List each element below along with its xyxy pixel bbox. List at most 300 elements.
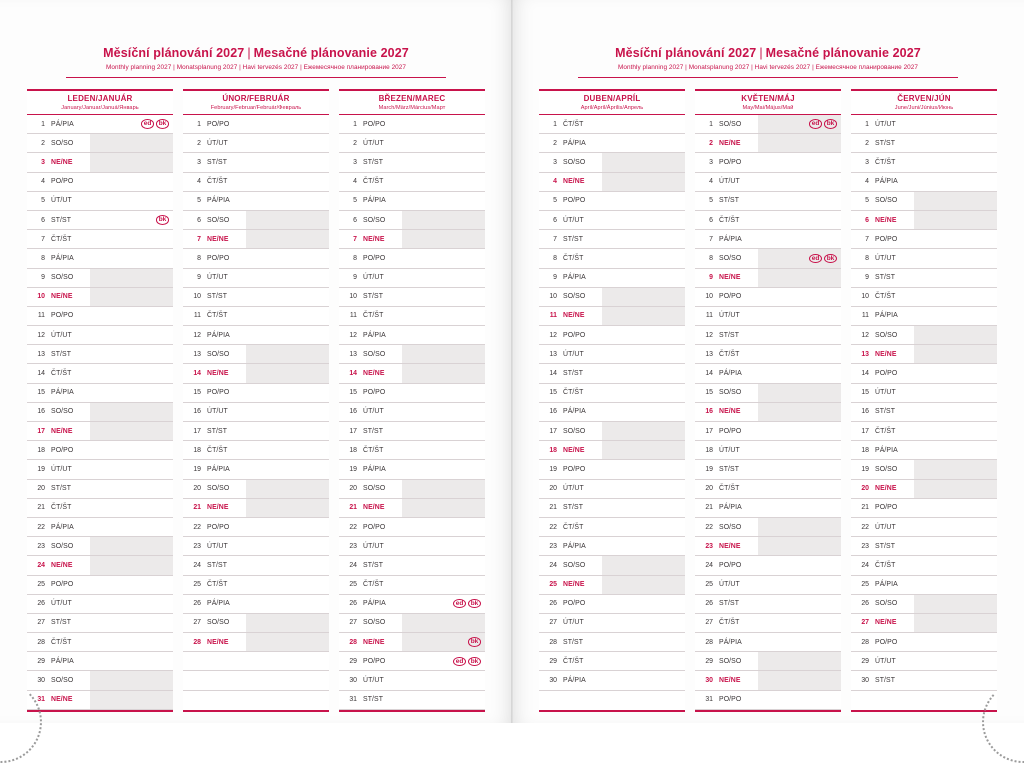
day-note-field[interactable] xyxy=(602,172,685,191)
day-row[interactable] xyxy=(851,594,997,613)
day-row[interactable] xyxy=(183,633,329,652)
day-note-field[interactable] xyxy=(758,172,841,191)
day-note-field[interactable] xyxy=(914,249,997,268)
day-row[interactable] xyxy=(851,172,997,191)
day-row[interactable] xyxy=(695,326,841,345)
day-row[interactable] xyxy=(695,402,841,421)
day-note-field[interactable] xyxy=(90,287,173,306)
day-row[interactable] xyxy=(539,153,685,172)
day-note-field[interactable] xyxy=(90,690,173,709)
day-note-field[interactable] xyxy=(402,556,485,575)
day-row[interactable] xyxy=(339,422,485,441)
day-note-field[interactable] xyxy=(402,594,485,613)
day-row[interactable] xyxy=(695,306,841,325)
day-note-field[interactable] xyxy=(758,479,841,498)
day-row[interactable] xyxy=(183,575,329,594)
day-note-field[interactable] xyxy=(90,460,173,479)
day-row[interactable] xyxy=(539,249,685,268)
day-row[interactable] xyxy=(27,345,173,364)
day-row[interactable] xyxy=(183,498,329,517)
day-note-field[interactable] xyxy=(246,422,329,441)
day-note-field[interactable] xyxy=(246,498,329,517)
day-note-field[interactable] xyxy=(402,575,485,594)
day-note-field[interactable] xyxy=(90,633,173,652)
day-note-field[interactable] xyxy=(246,613,329,632)
day-note-field[interactable] xyxy=(90,115,173,134)
day-note-field[interactable] xyxy=(246,537,329,556)
day-row[interactable] xyxy=(851,402,997,421)
day-row[interactable] xyxy=(539,402,685,421)
day-note-field[interactable] xyxy=(246,364,329,383)
day-row[interactable] xyxy=(851,134,997,153)
day-note-field[interactable] xyxy=(758,268,841,287)
day-row[interactable] xyxy=(183,517,329,536)
day-row[interactable] xyxy=(851,479,997,498)
day-row[interactable] xyxy=(27,460,173,479)
day-row[interactable] xyxy=(27,441,173,460)
day-row[interactable] xyxy=(339,326,485,345)
day-note-field[interactable] xyxy=(914,537,997,556)
day-row[interactable] xyxy=(339,115,485,134)
day-row[interactable] xyxy=(183,172,329,191)
day-note-field[interactable] xyxy=(90,364,173,383)
day-row[interactable] xyxy=(851,556,997,575)
day-row[interactable] xyxy=(339,556,485,575)
day-row[interactable] xyxy=(27,556,173,575)
day-row[interactable] xyxy=(27,479,173,498)
day-note-field[interactable] xyxy=(758,115,841,134)
day-row[interactable] xyxy=(539,460,685,479)
day-row[interactable] xyxy=(851,115,997,134)
day-note-field[interactable] xyxy=(602,517,685,536)
day-note-field[interactable] xyxy=(602,441,685,460)
day-note-field[interactable] xyxy=(90,479,173,498)
day-note-field[interactable] xyxy=(402,422,485,441)
day-note-field[interactable] xyxy=(602,479,685,498)
day-row[interactable] xyxy=(339,287,485,306)
day-row[interactable] xyxy=(183,268,329,287)
day-row[interactable] xyxy=(339,230,485,249)
day-note-field[interactable] xyxy=(402,441,485,460)
day-row[interactable] xyxy=(27,652,173,671)
day-row[interactable] xyxy=(851,422,997,441)
day-note-field[interactable] xyxy=(246,191,329,210)
day-note-field[interactable] xyxy=(402,671,485,690)
day-row[interactable] xyxy=(339,633,485,652)
day-row[interactable] xyxy=(539,556,685,575)
day-row[interactable] xyxy=(851,575,997,594)
day-row[interactable] xyxy=(339,191,485,210)
day-row[interactable] xyxy=(539,115,685,134)
day-row[interactable] xyxy=(183,556,329,575)
day-row[interactable] xyxy=(27,383,173,402)
day-note-field[interactable] xyxy=(402,383,485,402)
day-note-field[interactable] xyxy=(402,537,485,556)
day-row[interactable] xyxy=(339,594,485,613)
day-row[interactable] xyxy=(539,326,685,345)
day-note-field[interactable] xyxy=(90,594,173,613)
day-note-field[interactable] xyxy=(758,287,841,306)
day-row[interactable] xyxy=(851,498,997,517)
day-note-field[interactable] xyxy=(914,479,997,498)
day-row[interactable] xyxy=(183,230,329,249)
day-note-field[interactable] xyxy=(246,268,329,287)
day-row[interactable] xyxy=(695,422,841,441)
day-note-field[interactable] xyxy=(402,153,485,172)
day-note-field[interactable] xyxy=(602,153,685,172)
day-row[interactable] xyxy=(539,268,685,287)
day-row[interactable] xyxy=(27,537,173,556)
day-row[interactable] xyxy=(183,306,329,325)
day-note-field[interactable] xyxy=(602,594,685,613)
day-row[interactable] xyxy=(183,383,329,402)
day-row[interactable] xyxy=(695,268,841,287)
day-note-field[interactable] xyxy=(914,498,997,517)
day-row[interactable] xyxy=(183,345,329,364)
day-row[interactable] xyxy=(851,153,997,172)
day-row[interactable] xyxy=(851,517,997,536)
day-row[interactable] xyxy=(851,537,997,556)
day-note-field[interactable] xyxy=(758,652,841,671)
day-note-field[interactable] xyxy=(246,575,329,594)
day-row[interactable] xyxy=(851,306,997,325)
day-row[interactable] xyxy=(851,460,997,479)
day-row[interactable] xyxy=(695,671,841,690)
day-row[interactable] xyxy=(27,249,173,268)
day-note-field[interactable] xyxy=(914,441,997,460)
day-row[interactable] xyxy=(339,172,485,191)
day-note-field[interactable] xyxy=(246,517,329,536)
day-note-field[interactable] xyxy=(602,230,685,249)
day-note-field[interactable] xyxy=(402,345,485,364)
day-row[interactable] xyxy=(27,306,173,325)
day-row[interactable] xyxy=(339,671,485,690)
day-note-field[interactable] xyxy=(758,498,841,517)
day-note-field[interactable] xyxy=(914,268,997,287)
day-row[interactable] xyxy=(695,191,841,210)
day-row[interactable] xyxy=(539,364,685,383)
day-row[interactable] xyxy=(851,652,997,671)
day-note-field[interactable] xyxy=(90,134,173,153)
day-row[interactable] xyxy=(27,326,173,345)
day-row[interactable] xyxy=(539,191,685,210)
day-row[interactable] xyxy=(695,249,841,268)
day-row[interactable] xyxy=(339,364,485,383)
day-note-field[interactable] xyxy=(246,556,329,575)
day-note-field[interactable] xyxy=(602,268,685,287)
day-row[interactable] xyxy=(695,479,841,498)
day-note-field[interactable] xyxy=(90,671,173,690)
day-note-field[interactable] xyxy=(90,383,173,402)
day-note-field[interactable] xyxy=(758,153,841,172)
day-note-field[interactable] xyxy=(602,556,685,575)
day-row[interactable] xyxy=(183,210,329,229)
day-note-field[interactable] xyxy=(758,613,841,632)
day-row[interactable] xyxy=(27,268,173,287)
day-note-field[interactable] xyxy=(90,268,173,287)
day-note-field[interactable] xyxy=(90,306,173,325)
day-note-field[interactable] xyxy=(90,172,173,191)
day-row-empty[interactable] xyxy=(183,652,329,671)
day-note-field[interactable] xyxy=(402,306,485,325)
day-note-field[interactable] xyxy=(90,230,173,249)
day-row[interactable] xyxy=(27,671,173,690)
day-row[interactable] xyxy=(27,594,173,613)
day-row[interactable] xyxy=(695,613,841,632)
day-note-field[interactable] xyxy=(602,633,685,652)
day-note-field[interactable] xyxy=(914,575,997,594)
day-note-field[interactable] xyxy=(246,115,329,134)
day-note-field[interactable] xyxy=(602,287,685,306)
day-row[interactable] xyxy=(851,671,997,690)
day-note-field[interactable] xyxy=(90,498,173,517)
day-note-field[interactable] xyxy=(914,460,997,479)
day-row[interactable] xyxy=(183,441,329,460)
day-note-field[interactable] xyxy=(90,537,173,556)
day-note-field[interactable] xyxy=(758,422,841,441)
day-note-field[interactable] xyxy=(914,134,997,153)
day-note-field[interactable] xyxy=(602,575,685,594)
day-row[interactable] xyxy=(339,652,485,671)
day-note-field[interactable] xyxy=(758,134,841,153)
day-note-field[interactable] xyxy=(914,671,997,690)
day-row[interactable] xyxy=(539,594,685,613)
day-row[interactable] xyxy=(851,287,997,306)
day-row[interactable] xyxy=(539,306,685,325)
day-note-field[interactable] xyxy=(602,326,685,345)
day-row[interactable] xyxy=(339,613,485,632)
day-row-empty[interactable] xyxy=(851,690,997,709)
day-row[interactable] xyxy=(851,249,997,268)
day-note-field[interactable] xyxy=(602,191,685,210)
day-note-field[interactable] xyxy=(602,422,685,441)
day-row[interactable] xyxy=(695,115,841,134)
day-row[interactable] xyxy=(539,537,685,556)
day-row[interactable] xyxy=(27,517,173,536)
day-note-field[interactable] xyxy=(402,191,485,210)
day-row[interactable] xyxy=(183,460,329,479)
day-row[interactable] xyxy=(695,652,841,671)
day-note-field[interactable] xyxy=(246,402,329,421)
day-note-field[interactable] xyxy=(602,402,685,421)
day-row[interactable] xyxy=(339,268,485,287)
day-note-field[interactable] xyxy=(246,633,329,652)
day-row[interactable] xyxy=(695,172,841,191)
day-note-field[interactable] xyxy=(402,517,485,536)
day-row[interactable] xyxy=(851,326,997,345)
day-note-field[interactable] xyxy=(602,652,685,671)
day-row[interactable] xyxy=(695,460,841,479)
day-row[interactable] xyxy=(695,210,841,229)
day-note-field[interactable] xyxy=(758,249,841,268)
day-row[interactable] xyxy=(695,517,841,536)
day-row[interactable] xyxy=(27,498,173,517)
day-row[interactable] xyxy=(183,613,329,632)
day-note-field[interactable] xyxy=(914,153,997,172)
day-row[interactable] xyxy=(851,364,997,383)
day-note-field[interactable] xyxy=(90,575,173,594)
day-note-field[interactable] xyxy=(758,537,841,556)
day-row[interactable] xyxy=(339,306,485,325)
day-note-field[interactable] xyxy=(758,517,841,536)
day-row[interactable] xyxy=(695,230,841,249)
day-row[interactable] xyxy=(695,556,841,575)
day-row[interactable] xyxy=(27,287,173,306)
day-row[interactable] xyxy=(539,479,685,498)
day-note-field[interactable] xyxy=(246,210,329,229)
day-note-field[interactable] xyxy=(914,230,997,249)
day-note-field[interactable] xyxy=(758,460,841,479)
day-note-field[interactable] xyxy=(402,652,485,671)
day-row[interactable] xyxy=(851,210,997,229)
day-row-empty[interactable] xyxy=(183,671,329,690)
day-note-field[interactable] xyxy=(758,210,841,229)
day-note-field[interactable] xyxy=(758,633,841,652)
day-note-field[interactable] xyxy=(402,364,485,383)
day-note-field[interactable] xyxy=(246,287,329,306)
day-row[interactable] xyxy=(339,537,485,556)
day-note-field[interactable] xyxy=(402,690,485,709)
day-note-field[interactable] xyxy=(602,537,685,556)
day-note-field[interactable] xyxy=(602,671,685,690)
day-row[interactable] xyxy=(27,364,173,383)
day-note-field[interactable] xyxy=(914,383,997,402)
day-note-field[interactable] xyxy=(402,498,485,517)
day-note-field[interactable] xyxy=(758,556,841,575)
day-note-field[interactable] xyxy=(602,134,685,153)
day-row[interactable] xyxy=(27,230,173,249)
day-row[interactable] xyxy=(183,594,329,613)
day-note-field[interactable] xyxy=(914,210,997,229)
day-row[interactable] xyxy=(27,172,173,191)
day-row[interactable] xyxy=(851,633,997,652)
day-row[interactable] xyxy=(183,402,329,421)
day-note-field[interactable] xyxy=(90,326,173,345)
day-note-field[interactable] xyxy=(914,287,997,306)
day-row[interactable] xyxy=(27,134,173,153)
day-row[interactable] xyxy=(539,383,685,402)
day-row[interactable] xyxy=(539,210,685,229)
day-note-field[interactable] xyxy=(90,402,173,421)
day-note-field[interactable] xyxy=(758,326,841,345)
day-row[interactable] xyxy=(695,690,841,709)
day-note-field[interactable] xyxy=(402,479,485,498)
day-note-field[interactable] xyxy=(246,172,329,191)
day-note-field[interactable] xyxy=(602,383,685,402)
day-row[interactable] xyxy=(339,345,485,364)
day-row[interactable] xyxy=(27,402,173,421)
day-note-field[interactable] xyxy=(602,306,685,325)
day-row[interactable] xyxy=(851,268,997,287)
day-note-field[interactable] xyxy=(402,326,485,345)
day-note-field[interactable] xyxy=(602,498,685,517)
day-row[interactable] xyxy=(183,364,329,383)
day-row[interactable] xyxy=(339,134,485,153)
day-note-field[interactable] xyxy=(402,249,485,268)
day-note-field[interactable] xyxy=(914,594,997,613)
day-note-field[interactable] xyxy=(90,249,173,268)
day-row[interactable] xyxy=(695,441,841,460)
day-row[interactable] xyxy=(851,441,997,460)
day-row[interactable] xyxy=(539,230,685,249)
day-row[interactable] xyxy=(695,153,841,172)
day-row[interactable] xyxy=(539,287,685,306)
day-row[interactable] xyxy=(539,671,685,690)
day-note-field[interactable] xyxy=(246,594,329,613)
day-note-field[interactable] xyxy=(758,345,841,364)
day-row[interactable] xyxy=(183,191,329,210)
day-note-field[interactable] xyxy=(402,115,485,134)
day-row[interactable] xyxy=(539,517,685,536)
day-note-field[interactable] xyxy=(758,306,841,325)
day-row[interactable] xyxy=(27,613,173,632)
day-note-field[interactable] xyxy=(914,402,997,421)
day-row[interactable] xyxy=(183,115,329,134)
day-row[interactable] xyxy=(539,633,685,652)
day-note-field[interactable] xyxy=(402,460,485,479)
day-row[interactable] xyxy=(539,172,685,191)
day-note-field[interactable] xyxy=(914,172,997,191)
day-row[interactable] xyxy=(183,134,329,153)
day-note-field[interactable] xyxy=(914,613,997,632)
day-row[interactable] xyxy=(27,575,173,594)
day-note-field[interactable] xyxy=(602,364,685,383)
day-note-field[interactable] xyxy=(90,191,173,210)
day-note-field[interactable] xyxy=(402,613,485,632)
day-row[interactable] xyxy=(339,575,485,594)
day-row[interactable] xyxy=(539,441,685,460)
day-row[interactable] xyxy=(695,287,841,306)
day-note-field[interactable] xyxy=(758,690,841,709)
day-note-field[interactable] xyxy=(758,402,841,421)
day-note-field[interactable] xyxy=(246,249,329,268)
day-note-field[interactable] xyxy=(90,153,173,172)
day-row[interactable] xyxy=(851,230,997,249)
day-row[interactable] xyxy=(339,402,485,421)
day-note-field[interactable] xyxy=(602,613,685,632)
day-row[interactable] xyxy=(851,191,997,210)
day-note-field[interactable] xyxy=(90,422,173,441)
day-note-field[interactable] xyxy=(402,633,485,652)
day-note-field[interactable] xyxy=(914,306,997,325)
day-row[interactable] xyxy=(695,134,841,153)
day-note-field[interactable] xyxy=(246,460,329,479)
day-note-field[interactable] xyxy=(914,345,997,364)
day-note-field[interactable] xyxy=(914,556,997,575)
day-row[interactable] xyxy=(183,537,329,556)
day-note-field[interactable] xyxy=(914,517,997,536)
day-row[interactable] xyxy=(27,422,173,441)
day-row[interactable] xyxy=(183,326,329,345)
day-row[interactable] xyxy=(695,594,841,613)
day-row[interactable] xyxy=(851,345,997,364)
day-note-field[interactable] xyxy=(914,364,997,383)
day-note-field[interactable] xyxy=(90,652,173,671)
day-note-field[interactable] xyxy=(602,115,685,134)
day-row[interactable] xyxy=(183,422,329,441)
day-note-field[interactable] xyxy=(246,306,329,325)
day-note-field[interactable] xyxy=(402,402,485,421)
day-note-field[interactable] xyxy=(402,268,485,287)
day-note-field[interactable] xyxy=(602,249,685,268)
day-row[interactable] xyxy=(27,115,173,134)
day-note-field[interactable] xyxy=(758,230,841,249)
day-row[interactable] xyxy=(339,498,485,517)
day-row[interactable] xyxy=(695,633,841,652)
day-row[interactable] xyxy=(539,613,685,632)
day-note-field[interactable] xyxy=(402,172,485,191)
day-note-field[interactable] xyxy=(914,191,997,210)
